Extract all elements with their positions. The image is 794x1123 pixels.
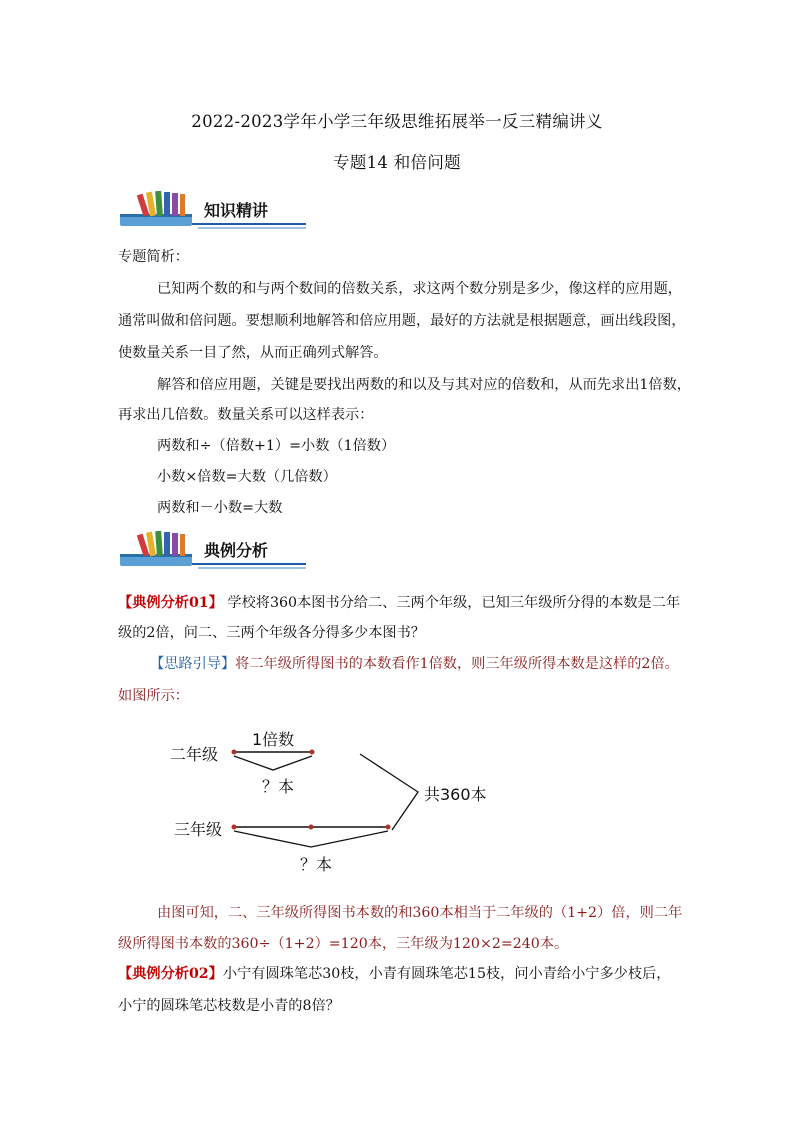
- section-label-examples: 典例分析: [204, 541, 269, 560]
- intro-label: 专题简析：: [118, 249, 189, 265]
- example1-question-text: 学校将360本图书分给二、三两个年级，已知三年级所分得的本数是二年: [227, 595, 681, 611]
- example1-answer-line1: 由图可知，二、三年级所得图书本数的和360本相当于二年级的（1+2）倍，则二年: [157, 905, 683, 921]
- total-label: 共360本: [424, 785, 487, 804]
- knowledge-p1-line1: 已知两个数的和与两个数间的倍数关系，求这两个数分别是多少，像这样的应用题，: [157, 281, 682, 297]
- example2-question-line1: [118, 964, 670, 984]
- unit-label: 1倍数: [252, 730, 295, 749]
- page-title: 2022-2023学年小学三年级思维拓展举一反三精编讲义: [191, 112, 603, 131]
- segment-diagram: [160, 722, 500, 882]
- grade3-unknown: ？本: [300, 855, 333, 874]
- grade3-label: 三年级: [174, 820, 223, 839]
- example2-question-text: 小宁有圆珠笔芯30枝，小青有圆珠笔芯15枝，问小青给小宁多少枝后，: [222, 966, 671, 982]
- example2-tag: 【典例分析02】: [118, 966, 223, 982]
- example1-question-line1: [118, 593, 680, 613]
- example1-question-line2: 级的2倍，问二、三两个年级各分得多少本图书？: [118, 625, 425, 641]
- formula-1: 两数和÷（倍数+1）=小数（1倍数）: [157, 438, 396, 454]
- knowledge-p2-line2: 再求出几倍数。数量关系可以这样表示：: [118, 407, 374, 423]
- example1-hint-text: 将二年级所得图书的本数看作1倍数，则三年级所得本数是这样的2倍。: [235, 656, 679, 672]
- knowledge-p2-line1: 解答和倍应用题，关键是要找出两数的和以及与其对应的倍数和，从而先求出1倍数，: [157, 377, 691, 393]
- page-subtitle: 专题14 和倍问题: [333, 153, 461, 172]
- formula-2: 小数×倍数=大数（几倍数）: [157, 469, 337, 485]
- example1-hint-tag: 【思路引导】: [150, 656, 236, 672]
- example1-tag: 【典例分析01】: [118, 595, 223, 611]
- grade2-label: 二年级: [170, 745, 219, 764]
- example2-question-line2: 小宁的圆珠笔芯枝数是小青的8倍？: [118, 998, 340, 1014]
- grade2-unknown: ？本: [262, 777, 295, 796]
- section-banner-knowledge: [118, 188, 308, 232]
- formula-3: 两数和－小数=大数: [157, 500, 283, 516]
- knowledge-p1-line2: 通常叫做和倍问题。要想顺利地解答和倍应用题，最好的方法就是根据题意，画出线段图，: [118, 313, 686, 329]
- example1-hint-line1: [150, 654, 679, 674]
- section-banner-examples: [118, 528, 308, 572]
- knowledge-p1-line3: 使数量关系一目了然，从而正确列式解答。: [118, 345, 388, 361]
- section-label-knowledge: 知识精讲: [204, 201, 269, 220]
- example1-hint-line2: 如图所示：: [118, 688, 189, 704]
- example1-answer-line2: 级所得图书本数的360÷（1+2）=120本，三年级为120×2=240本。: [118, 936, 569, 952]
